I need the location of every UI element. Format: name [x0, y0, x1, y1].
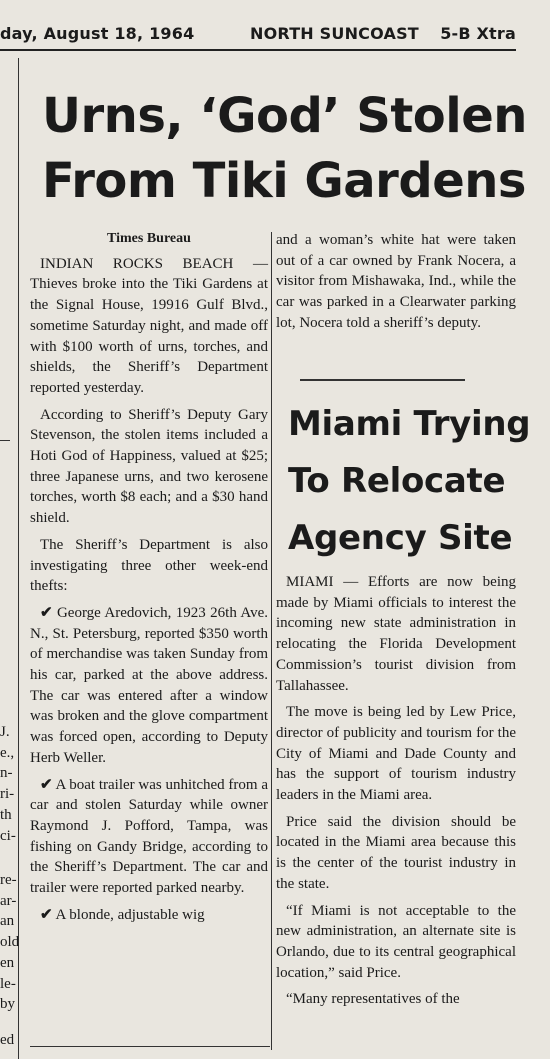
check-mark-icon: ✔	[40, 906, 53, 923]
story1-item	[30, 603, 268, 769]
fragment-line: ci-	[0, 827, 16, 844]
fragment-line: le-	[0, 975, 16, 992]
fragment-line: ri-	[0, 786, 15, 803]
story1-item-text: George Aredovich, 1923 26th Ave. N., St. Petersburg, reported $350 worth of merchandise was taken Sunday from his car, parked at the above address. The car was entered after a window was broken and the glove compartment was forced open, according to Deputy Herb Weller.	[30, 604, 268, 766]
header-rule	[0, 49, 516, 51]
page-header	[0, 0, 550, 56]
check-mark-icon: ✔	[40, 776, 53, 793]
fragment-line: an	[0, 913, 15, 930]
story1-paragraph: According to Sheriff’s Deputy Gary Stevenson, the stolen items included a Hoti God of Happiness, valued at $25; three Japanese urns, and two kerosene torches, worth $8 each; and a $30 hand shield.	[30, 406, 268, 527]
left-column-fragment	[0, 870, 20, 1015]
story1-byline: Times Bureau	[107, 231, 191, 246]
story1-continuation	[276, 230, 516, 340]
story2-paragraph: “Many representatives of the	[286, 991, 460, 1008]
fragment-line: ar-	[0, 892, 17, 909]
header-page-number: 5-B Xtra	[440, 24, 516, 43]
story1-item-text: A boat trailer was unhitched from a car and stolen Saturday while owner Raymond J. Pofford, Tampa, was fishing on Gandy Bridge, according to the Sheriff’s Department. The car and trailer were reported parked nearby.	[30, 776, 268, 897]
check-mark-icon: ✔	[40, 604, 53, 621]
fragment-line: en	[0, 954, 15, 971]
story1-paragraph: INDIAN ROCKS BEACH — Thieves broke into the Tiki Gardens at the Signal House, 19916 Gulf Blvd., sometime Saturday night, and made off with $100 worth of urns, torches, and shields, the Sheriff’s Department reported yesterday.	[30, 255, 268, 396]
story2-headline-line: Agency Site	[288, 518, 513, 558]
story1-continued-paragraph: and a woman’s white hat were taken out of a car owned by Frank Nocera, a visitor from Mishawaka, Ind., while the car was parked in a Clearwater parking lot, Nocera told a sheriff’s deputy.	[276, 232, 516, 331]
fragment-line: re-	[0, 872, 17, 888]
column-rule-left	[18, 58, 19, 1059]
story1-headline-line: Urns, ‘God’ Stolen	[42, 88, 527, 144]
left-column-fragment	[0, 722, 16, 846]
fragment-line: by	[0, 996, 15, 1013]
story2-headline-line: Miami Trying	[288, 404, 531, 444]
fragment-line: J.	[0, 724, 10, 740]
fragment-line: ed	[0, 1032, 15, 1048]
header-edition: NORTH SUNCOAST	[250, 24, 419, 43]
story2-paragraph: The move is being led by Lew Price, director of publicity and tourism for the City of Miami and Dade County and has the support of tourism industry leaders in the Miami area.	[276, 704, 516, 804]
story2-column	[276, 572, 516, 1016]
story2-headline-line: To Relocate	[288, 461, 506, 501]
story2-paragraph: MIAMI — Efforts are now being made by Miami officials to interest the incoming new state administration in relocating the Florida Development Commission’s tourist division from Tallahassee.	[276, 574, 516, 694]
margin-tick	[0, 440, 10, 441]
story1-item-text: A blonde, adjustable wig	[55, 906, 205, 923]
story2-paragraph: Price said the division should be located in the Miami area because this is the center of the tourist industry in the state.	[276, 813, 516, 892]
story1-item	[30, 905, 268, 926]
header-date: day, August 18, 1964	[0, 24, 195, 43]
story2-paragraph: “If Miami is not acceptable to the new administration, an alternate site is Orlando, due to its central geographical location,” said Price.	[276, 902, 516, 981]
fragment-line: n-	[0, 765, 13, 782]
bottom-rule	[30, 1046, 270, 1047]
fragment-line: th	[0, 806, 12, 823]
story1-headline-line: From Tiki Gardens	[42, 153, 526, 209]
left-column-fragment	[0, 1030, 16, 1051]
column-rule-middle	[271, 232, 272, 1050]
story1-headline	[42, 84, 527, 214]
story-separator-rule	[300, 379, 465, 381]
fragment-line: e.,	[0, 744, 15, 761]
story1-paragraph: The Sheriff’s Department is also investigating three other week-end thefts:	[30, 536, 268, 595]
story1-column	[30, 229, 268, 932]
story1-item	[30, 775, 268, 899]
fragment-line: old	[0, 934, 20, 951]
story2-headline	[288, 396, 531, 567]
